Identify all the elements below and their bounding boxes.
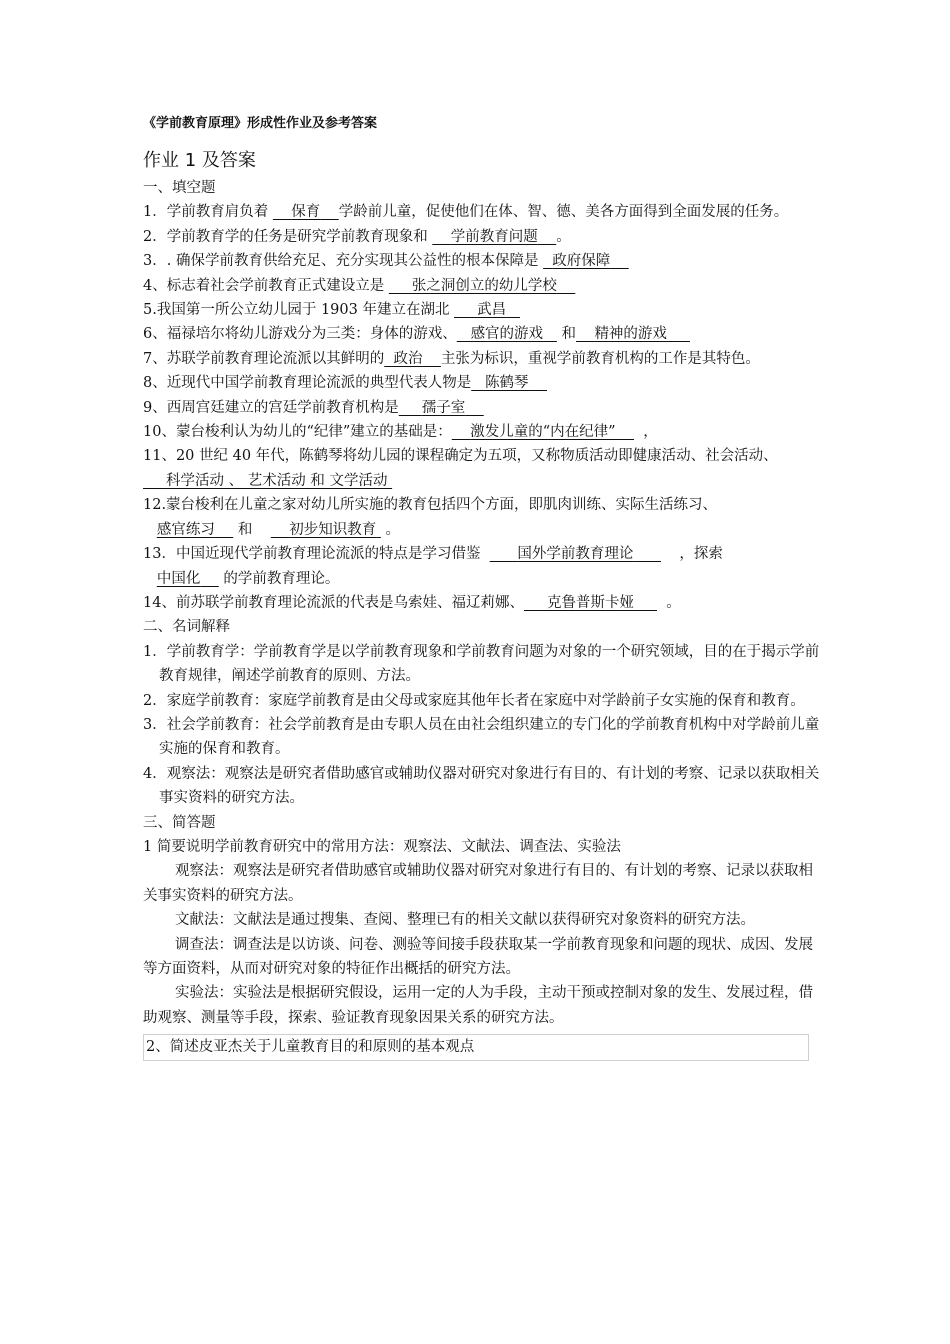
answer-blank: 孺子室	[421, 399, 466, 416]
fill-q11: 11、20 世纪 40 年代，陈鹤琴将幼儿园的课程确定为五项，又称物质活动即健康活动、社会活动、 科学活动 、 艺术活动 和 文学活动	[143, 448, 778, 489]
answer-blank: 中国化	[156, 570, 201, 587]
answer-para-experiment: 实验法：实验法是根据研究假设，运用一定的人为手段，主动干预或控制对象的发生、发展过程，借助观察、测量等手段，探索、验证教育现象因果关系的研究方法。	[143, 985, 813, 1026]
answer-blank: 精神的游戏	[594, 326, 667, 343]
answer-blank: 克鲁普斯卡娅	[547, 594, 634, 611]
answer-blank: 感官练习	[156, 521, 215, 538]
short-answer-q1-title: 1 简要说明学前教育研究中的常用方法：观察法、文献法、调查法、实验法	[143, 838, 621, 855]
fill-q2: 2．学前教育学的任务是研究学前教育现象和 学前教育问题 。	[143, 228, 571, 245]
part2-heading: 二、名词解释	[143, 619, 230, 636]
fill-q12: 12.蒙台梭利在儿童之家对幼儿所实施的教育包括四个方面，即肌肉训练、实际生活练习、 感官练习 和 初步知识教育 。	[143, 497, 718, 538]
document-page	[143, 112, 823, 1061]
fill-q13: 13．中国近现代学前教育理论流派的特点是学习借鉴 国外学前教育理论 ，探索 中国化 的学前教育理论。	[143, 546, 723, 587]
fill-q14: 14、前苏联学前教育理论流派的代表是乌索娃、福辽莉娜、 克鲁普斯卡娅 。	[143, 594, 681, 611]
term-1: 1．学前教育学：学前教育学是以学前教育现象和学前教育问题为对象的一个研究领域，目的在于揭示学前教育规律，阐述学前教育的原则、方法。	[143, 643, 820, 685]
fill-q5: 5.我国第一所公立幼儿园于 1903 年建立在湖北 武昌	[143, 298, 823, 322]
term-4: 4．观察法：观察法是研究者借助感官或辅助仪器对研究对象进行有目的、有计划的考察、记录以获取相关事实资料的研究方法。	[143, 765, 820, 807]
answer-blank: 学前教育问题	[450, 228, 538, 245]
answer-blank: 初步知识教育	[289, 521, 377, 538]
fill-q9: 9、西周宫廷建立的宫廷学前教育机构是 孺子室	[143, 396, 823, 420]
document-title: 《学前教育原理》形成性作业及参考答案	[143, 116, 378, 131]
term-3: 3．社会学前教育：社会学前教育是由专职人员在由社会组织建立的专门化的学前教育机构中对学龄前儿童实施的保育和教育。	[143, 716, 820, 758]
part3-heading: 三、简答题	[143, 814, 216, 831]
answer-blank: 激发儿童的“内在纪律”	[470, 424, 616, 441]
answer-para-observation: 观察法：观察法是研究者借助感官或辅助仪器对研究对象进行有目的、有计划的考察、记录以获取相关事实资料的研究方法。	[143, 863, 813, 904]
part1-heading: 一、填空题	[143, 180, 216, 196]
answer-blank: 陈鹤琴	[485, 375, 529, 392]
fill-q10: 10、蒙台梭利认为幼儿的“纪律”建立的基础是： 激发儿童的“内在纪律” ，	[143, 424, 658, 441]
answer-blank: 保育	[291, 204, 321, 221]
fill-q3: 3．. 确保学前教育供给充足、充分实现其公益性的根本保障是 政府保障	[143, 249, 823, 273]
answer-blank: 张之洞创立的幼儿学校	[411, 277, 557, 294]
answer-blank: 武昌	[477, 302, 507, 319]
short-answer-q2-title: 2、简述皮亚杰关于儿童教育目的和原则的基本观点	[143, 1034, 809, 1060]
answer-blank: 政治	[393, 350, 423, 367]
fill-q8: 8、近现代中国学前教育理论流派的典型代表人物是 陈鹤琴	[143, 371, 823, 395]
answer-blank: 国外学前教育理论	[517, 546, 634, 563]
fill-q6: 6、福禄培尔将幼儿游戏分为三类：身体的游戏、 感官的游戏 和 精神的游戏	[143, 322, 823, 346]
answer-blank: 感官的游戏	[470, 326, 544, 343]
answer-para-literature: 文献法：文献法是通过搜集、查阅、整理已有的相关文献以获得研究对象资料的研究方法。	[175, 912, 755, 929]
fill-q1: 1．学前教育肩负着 保育 学龄前儿童，促使他们在体、智、德、美各方面得到全面发展的任务。	[143, 204, 789, 221]
answer-para-survey: 调查法：调查法是以访谈、问卷、测验等间接手段获取某一学前教育现象和问题的现状、成因、发展等方面资料，从而对研究对象的特征作出概括的研究方法。	[143, 936, 813, 977]
answer-blank: 科学活动 、 艺术活动 和 文学活动	[166, 472, 388, 489]
fill-q4: 4、标志着社会学前教育正式建设立是 张之洞创立的幼儿学校	[143, 274, 823, 298]
fill-q7: 7、苏联学前教育理论流派以其鲜明的 政治 主张为标识，重视学前教育机构的工作是其特色。	[143, 350, 760, 367]
term-2: 2．家庭学前教育：家庭学前教育是由父母或家庭其他年长者在家庭中对学龄前子女实施的保育和教育。	[143, 692, 805, 709]
answer-blank: 政府保障	[552, 253, 611, 270]
section-title: 作业 1 及答案	[143, 150, 256, 171]
